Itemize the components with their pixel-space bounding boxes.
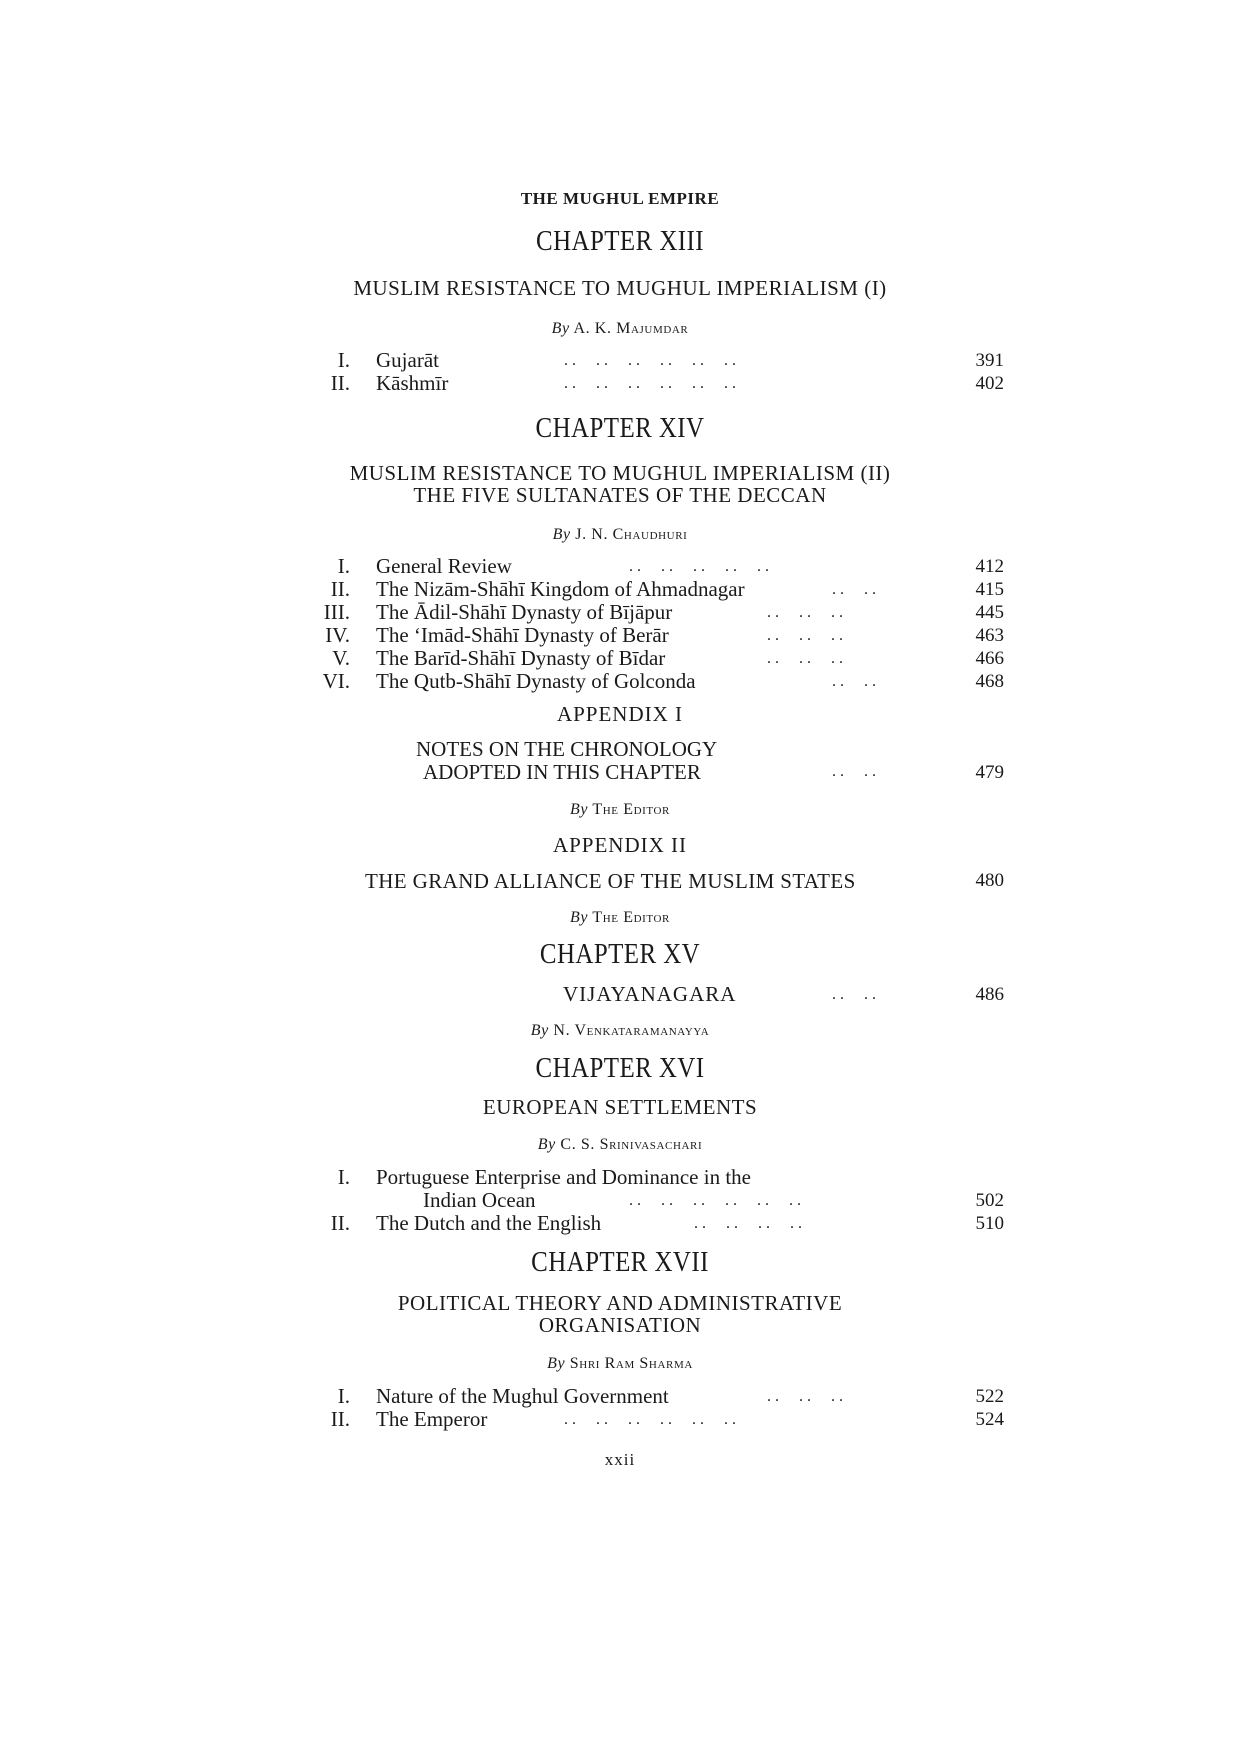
page-number: xxii (604, 1450, 636, 1469)
chapter-13-contents (0, 349, 1240, 395)
chapter-16-author: C. S. Srinivasachari (560, 1136, 703, 1153)
chapter-15-author: N. Venkataramanayya (553, 1022, 710, 1039)
appendix-2-page: 480 (975, 870, 1004, 891)
chapter-16-subtitle: EUROPEAN SETTLEMENTS (482, 1095, 758, 1119)
appendix-2-byline: By The Editor (569, 909, 670, 926)
chapter-14-heading: CHAPTER XIV (535, 412, 705, 444)
toc-row: IV. The ‘Imād-Shāhī Dynasty of Berār . . . . . . 463 (325, 623, 1004, 647)
appendix-2-heading: APPENDIX II (552, 833, 688, 857)
chapter-14-subtitle-2: THE FIVE SULTANATES OF THE DECCAN (413, 483, 827, 507)
toc-row: III. The Ādil-Shāhī Dynasty of Bījāpur . . . . . . 445 (323, 600, 1004, 624)
chapter-17-contents (0, 1385, 1240, 1431)
toc-row: II. The Dutch and the English . . . . . . . . 510 (330, 1211, 1004, 1235)
appendix-2-title: THE GRAND ALLIANCE OF THE MUSLIM STATES (365, 869, 856, 893)
toc-row: I. Gujarāt . . . . . . . . . . . . 391 (337, 348, 1004, 372)
chapter-16-contents (0, 1166, 1240, 1235)
toc-row: II. Kāshmīr . . . . . . . . . . . . 402 (330, 371, 1004, 395)
chapter-13-heading: CHAPTER XIII (536, 225, 704, 257)
appendix-1-title-1: NOTES ON THE CHRONOLOGY (416, 737, 718, 761)
chapter-13-author: A. K. Majumdar (573, 320, 689, 337)
running-head: THE MUGHUL EMPIRE (520, 189, 720, 208)
chapter-16-byline: By C. S. Srinivasachari (537, 1136, 703, 1153)
chapter-16-heading: CHAPTER XVI (535, 1052, 705, 1084)
chapter-17-subtitle-2: ORGANISATION (538, 1313, 702, 1337)
appendix-1-dots: . . . . (832, 763, 876, 780)
toc-row: VI. The Qutb-Shāhī Dynasty of Golconda . . . . 468 (322, 669, 1004, 693)
appendix-2-author: The Editor (592, 909, 670, 926)
chapter-14-contents (0, 555, 1240, 693)
toc-row: I. Portuguese Enterprise and Dominance in the (337, 1165, 751, 1189)
toc-row: II. The Emperor . . . . . . . . . . . . 524 (330, 1407, 1004, 1431)
chapter-14-author: J. N. Chaudhuri (575, 526, 688, 543)
appendix-1-byline: By The Editor (569, 801, 670, 818)
toc-row: I. General Review . . . . . . . . . . 412 (337, 554, 1004, 578)
appendix-1-heading: APPENDIX I (556, 702, 684, 726)
chapter-15-title: VIJAYANAGARA (563, 982, 737, 1006)
chapter-15-dots: . . . . (832, 986, 876, 1003)
chapter-17-author: Shri Ram Sharma (569, 1355, 693, 1372)
chapter-14-byline: By J. N. Chaudhuri (552, 526, 688, 543)
toc-row: II. The Nizām-Shāhī Kingdom of Ahmadnagar . . . . 415 (330, 577, 1004, 601)
chapter-13-byline: By A. K. Majumdar (551, 320, 689, 337)
chapter-17-byline: By Shri Ram Sharma (547, 1355, 693, 1372)
toc-row: I. Nature of the Mughul Government . . . . . . 522 (337, 1384, 1004, 1408)
chapter-15-page: 486 (975, 984, 1004, 1005)
appendix-1-author: The Editor (592, 801, 670, 818)
toc-row: V. The Barīd-Shāhī Dynasty of Bīdar . . . . . . 466 (332, 646, 1004, 670)
toc-row-continuation: Indian Ocean . . . . . . . . . . . . 502 (423, 1188, 1004, 1212)
chapter-15-byline: By N. Venkataramanayya (530, 1022, 710, 1039)
chapter-15-heading: CHAPTER XV (539, 938, 701, 970)
chapter-14-subtitle-1: MUSLIM RESISTANCE TO MUGHUL IMPERIALISM (II) (349, 461, 891, 485)
chapter-17-heading: CHAPTER XVII (531, 1246, 709, 1278)
appendix-1-title-2: ADOPTED IN THIS CHAPTER (423, 760, 701, 784)
appendix-1-page: 479 (975, 762, 1004, 783)
chapter-13-subtitle: MUSLIM RESISTANCE TO MUGHUL IMPERIALISM (I) (353, 276, 887, 300)
chapter-17-subtitle-1: POLITICAL THEORY AND ADMINISTRATIVE (397, 1291, 843, 1315)
